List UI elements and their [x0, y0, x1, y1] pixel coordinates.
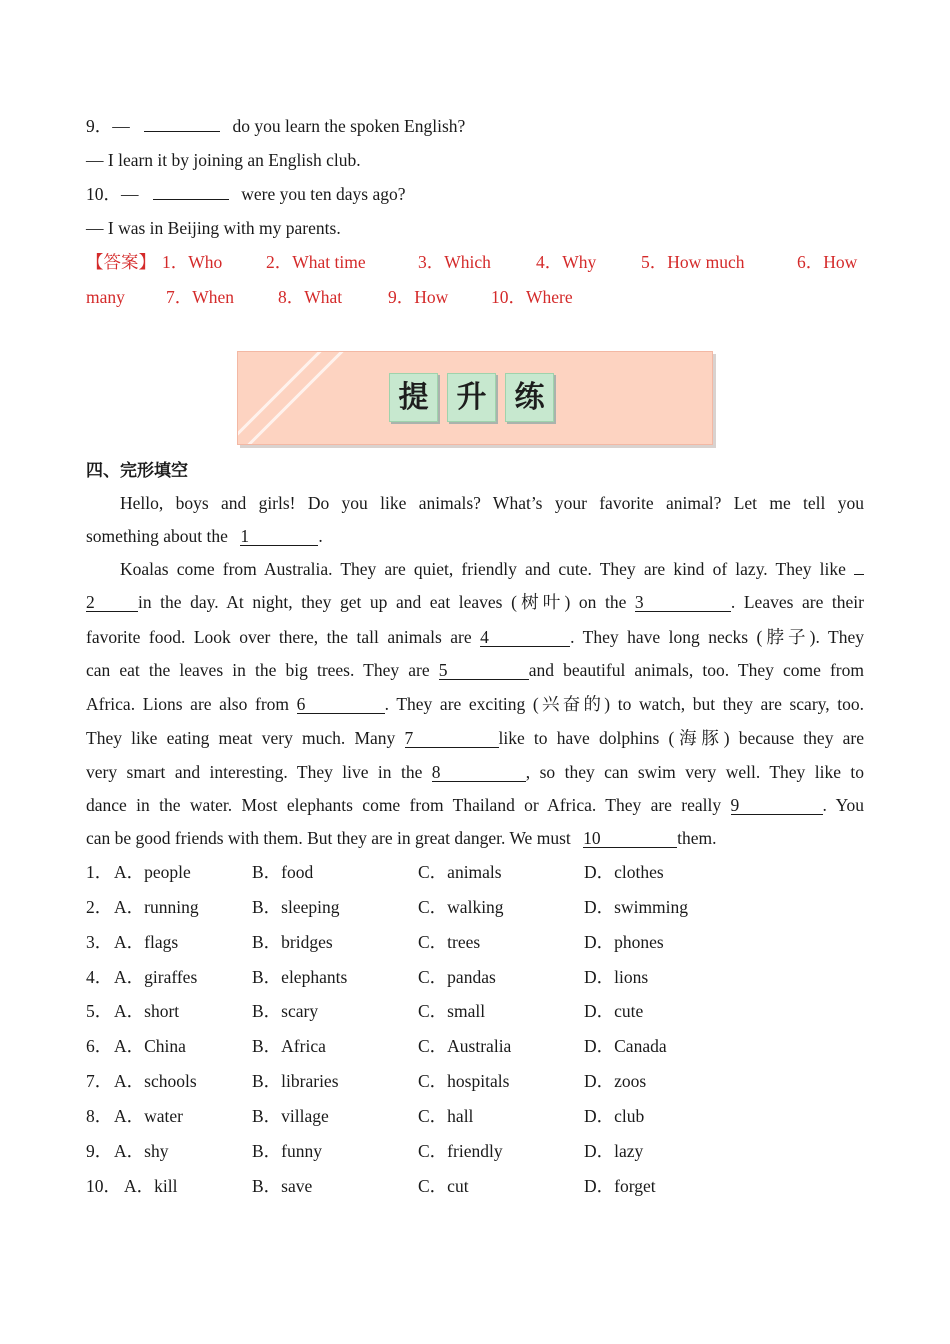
passage-line [86, 525, 864, 547]
option-b: B．bridges [252, 932, 333, 952]
option-d: D．clothes [584, 862, 664, 882]
cloze-blank-1: 1 [240, 527, 318, 546]
answer-item: 8．What [278, 287, 343, 307]
passage-line: Hello, boys and girls! Do you like animals? What’s your favorite animal? Let me tell you [120, 493, 864, 513]
answer-item: 4．Why [536, 252, 597, 272]
cloze-blank-2-start [854, 574, 864, 575]
option-d: D．zoos [584, 1071, 647, 1091]
passage-text: can eat the leaves in the big trees. They are [86, 660, 430, 680]
option-d: D．phones [584, 932, 664, 952]
question-text: do you learn the spoken English? [232, 116, 466, 136]
option-b: B．scary [252, 1001, 319, 1021]
option-number: 7． [86, 1071, 113, 1091]
option-a: A．running [114, 897, 199, 917]
option-b: B．funny [252, 1141, 322, 1161]
passage-line [86, 591, 864, 613]
banner-char: 升 [447, 373, 496, 422]
option-a: A．schools [114, 1071, 197, 1091]
option-a: A．short [114, 1001, 180, 1021]
passage-text: them. [677, 828, 717, 848]
cloze-blank-7: 7 [405, 729, 499, 748]
section-banner [237, 351, 713, 445]
passage-text: Africa. Lions are also from [86, 694, 290, 714]
passage-text: , so they can swim very well. They like to [525, 762, 865, 782]
passage-line [86, 659, 864, 681]
cloze-blank-10: 10 [583, 829, 677, 848]
passage-text: like to have dolphins (海豚) because they are [498, 728, 864, 748]
option-c: C．pandas [418, 967, 496, 987]
option-b: B．sleeping [252, 897, 340, 917]
passage-text: . Leaves are their [730, 592, 864, 612]
option-a: A．China [114, 1036, 186, 1056]
answer-tag: 【答案】 [86, 252, 156, 272]
option-c: C．walking [418, 897, 504, 917]
cloze-blank-8: 8 [432, 763, 526, 782]
passage-line [86, 761, 864, 783]
banner-char: 提 [389, 373, 438, 422]
option-a: A．water [114, 1106, 184, 1126]
option-a: A．people [114, 862, 191, 882]
option-c: C．Australia [418, 1036, 512, 1056]
option-d: D．swimming [584, 897, 689, 917]
option-a: A．giraffes [114, 967, 198, 987]
answer-item: 3．Which [418, 252, 491, 272]
option-d: D．club [584, 1106, 645, 1126]
passage-line [86, 827, 864, 849]
option-d: D．cute [584, 1001, 644, 1021]
option-c: C．animals [418, 862, 502, 882]
option-number: 9． [86, 1141, 113, 1161]
passage-text: . [318, 526, 323, 546]
passage-line [86, 693, 864, 715]
option-number: 6． [86, 1036, 113, 1056]
cloze-blank-6: 6 [297, 695, 385, 714]
option-a: A．flags [114, 932, 179, 952]
cloze-blank-9: 9 [731, 796, 823, 815]
passage-line [86, 626, 864, 648]
section-title: 四、完形填空 [86, 461, 188, 481]
answer-blank [153, 199, 229, 200]
answer-item: 7．When [166, 287, 235, 307]
option-number: 10． [86, 1176, 121, 1196]
answer-item: many [86, 287, 125, 307]
option-c: C．trees [418, 932, 481, 952]
passage-text: something about the [86, 526, 228, 546]
option-b: B．elephants [252, 967, 348, 987]
answer-item: 9．How [388, 287, 449, 307]
option-d: D．lions [584, 967, 649, 987]
passage-text: favorite food. Look over there, the tall animals are [86, 627, 472, 647]
answer-item: 5．How much [641, 252, 745, 272]
cloze-blank-3: 3 [635, 593, 731, 612]
option-b: B．libraries [252, 1071, 339, 1091]
question-number: 9．— [86, 116, 130, 136]
answer-item: 10．Where [491, 287, 573, 307]
option-b: B．village [252, 1106, 329, 1126]
option-number: 8． [86, 1106, 113, 1126]
cloze-blank-4: 4 [480, 628, 570, 647]
answer-item: 1．Who [162, 252, 223, 272]
banner-stripes [238, 352, 358, 444]
passage-text: very smart and interesting. They live in the [86, 762, 423, 782]
question-text: were you ten days ago? [241, 184, 406, 204]
reply-10: — I was in Beijing with my parents. [86, 218, 341, 238]
passage-text: can be good friends with them. But they are in great danger. We must [86, 828, 571, 848]
option-b: B．save [252, 1176, 313, 1196]
passage-text: and beautiful animals, too. They come from [528, 660, 864, 680]
option-c: C．small [418, 1001, 486, 1021]
option-d: D．Canada [584, 1036, 667, 1056]
cloze-blank-2: 2 [86, 593, 138, 612]
option-d: D．lazy [584, 1141, 644, 1161]
passage-text: in the day. At night, they get up and eat leaves (树叶) on the [138, 592, 627, 612]
option-b: B．Africa [252, 1036, 326, 1056]
answer-item: 6．How [797, 252, 858, 272]
passage-text: . They have long necks (脖子). They [570, 627, 864, 647]
reply-9: — I learn it by joining an English club. [86, 150, 361, 170]
option-number: 5． [86, 1001, 113, 1021]
option-d: D．forget [584, 1176, 656, 1196]
option-c: C．friendly [418, 1141, 503, 1161]
passage-text: They like eating meat very much. Many [86, 728, 396, 748]
option-number: 1． [86, 862, 113, 882]
answer-item: 2．What time [266, 252, 366, 272]
passage-text: . They are exciting (兴奋的) to watch, but they are scary, too. [384, 694, 865, 714]
passage-line [120, 558, 864, 580]
option-number: 2． [86, 897, 113, 917]
question-number: 10．— [86, 184, 139, 204]
option-a: A．kill [124, 1176, 178, 1196]
passage-line [86, 794, 864, 816]
passage-text: . You [822, 795, 865, 815]
banner-char: 练 [505, 373, 554, 422]
option-a: A．shy [114, 1141, 169, 1161]
passage-text: dance in the water. Most elephants come from Thailand or Africa. They are really [86, 795, 722, 815]
cloze-blank-5: 5 [439, 661, 529, 680]
passage-text: Koalas come from Australia. They are quiet, friendly and cute. They are kind of lazy. They like [120, 559, 846, 579]
option-c: C．hospitals [418, 1071, 510, 1091]
option-b: B．food [252, 862, 314, 882]
question-10 [86, 183, 406, 205]
option-c: C．cut [418, 1176, 469, 1196]
answer-blank [144, 131, 220, 132]
question-9 [86, 115, 465, 137]
passage-line [86, 727, 864, 749]
option-c: C．hall [418, 1106, 474, 1126]
option-number: 3． [86, 932, 113, 952]
option-number: 4． [86, 967, 113, 987]
